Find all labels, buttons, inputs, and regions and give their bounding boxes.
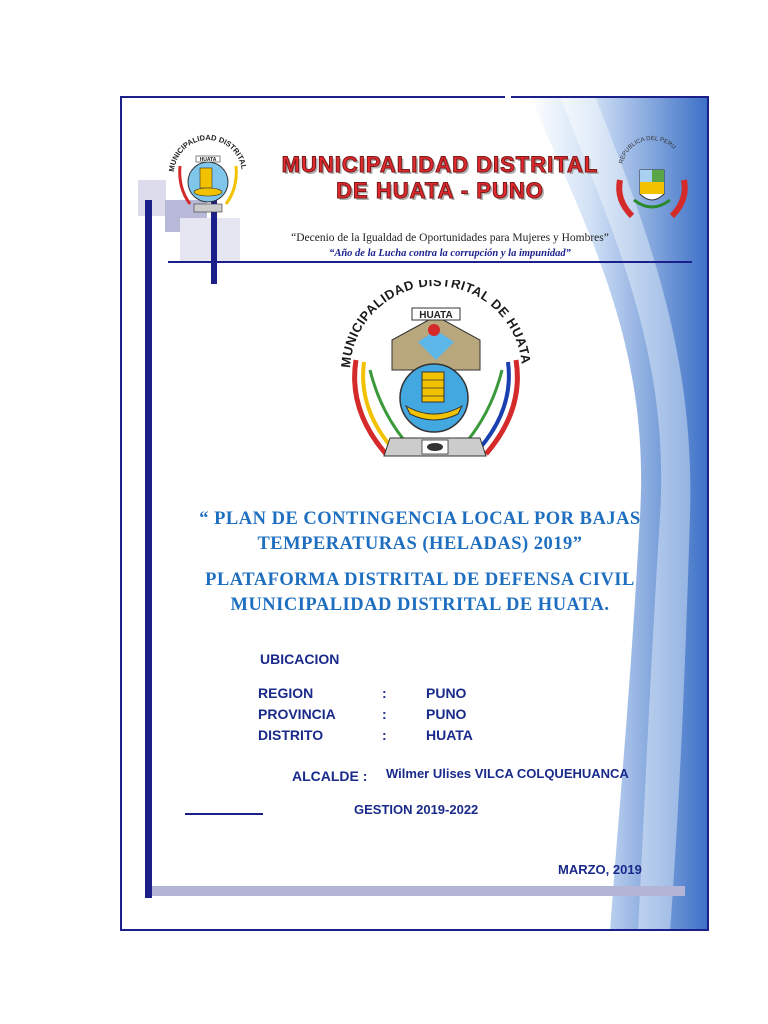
ubicacion-table (258, 685, 518, 748)
peru-coat-of-arms (612, 130, 692, 222)
plan-title-line1: “ PLAN DE CONTINGENCIA LOCAL POR BAJAS (199, 509, 641, 529)
row-sep: : (382, 685, 387, 701)
row-sep: : (382, 727, 387, 743)
municipal-seal-small (160, 126, 256, 222)
alcalde-name: Wilmer Ulises VILCA COLQUEHUANCA (386, 766, 629, 781)
svg-text:MUNICIPALIDAD DISTRITAL DE HUA: MUNICIPALIDAD DISTRITAL DE HUATA (337, 280, 534, 369)
plan-title-line4: MUNICIPALIDAD DISTRITAL DE HUATA. (230, 595, 610, 615)
row-label: REGION (258, 685, 314, 701)
row-label: PROVINCIA (258, 706, 336, 722)
seal-banner-text: HUATA (199, 157, 217, 163)
plan-title-line3: PLATAFORMA DISTRITAL DE DEFENSA CIVIL (205, 570, 635, 590)
row-sep: : (382, 706, 387, 722)
row-value: HUATA (426, 727, 473, 743)
emblem-banner-text: HUATA (419, 310, 453, 321)
row-label: DISTRITO (258, 727, 324, 743)
bottom-bar (152, 886, 685, 896)
gestion-period: GESTION 2019-2022 (354, 802, 479, 817)
alcalde-label: ALCALDE : (292, 768, 368, 784)
bottom-rule (185, 813, 263, 815)
svg-text:MUNICIPALIDAD DISTRITAL DE HUA: MUNICIPALIDAD DISTRITAL (166, 133, 249, 173)
municipal-emblem (330, 280, 542, 478)
row-value: PUNO (426, 706, 467, 722)
row-value: PUNO (426, 685, 467, 701)
table-row (258, 685, 518, 706)
header-rule (168, 261, 692, 263)
motto-anio: “Año de la Lucha contra la corrupción y la impunidad” (329, 248, 571, 259)
document-date: MARZO, 2019 (558, 862, 642, 877)
header-title-line2: DE HUATA - PUNO (336, 178, 544, 203)
header-title-line1: MUNICIPALIDAD DISTRITAL (281, 152, 599, 177)
ubicacion-heading: UBICACION (260, 651, 340, 667)
plan-title-line2: TEMPERATURAS (HELADAS) 2019” (257, 534, 583, 554)
motto-decenio: “Decenio de la Igualdad de Oportunidades para Mujeres y Hombres” (291, 232, 609, 244)
table-row (258, 727, 518, 748)
frame-gap (505, 94, 511, 100)
table-row (258, 706, 518, 727)
svg-text:REPUBLICA DEL PERU: REPUBLICA DEL PERU (618, 135, 677, 165)
